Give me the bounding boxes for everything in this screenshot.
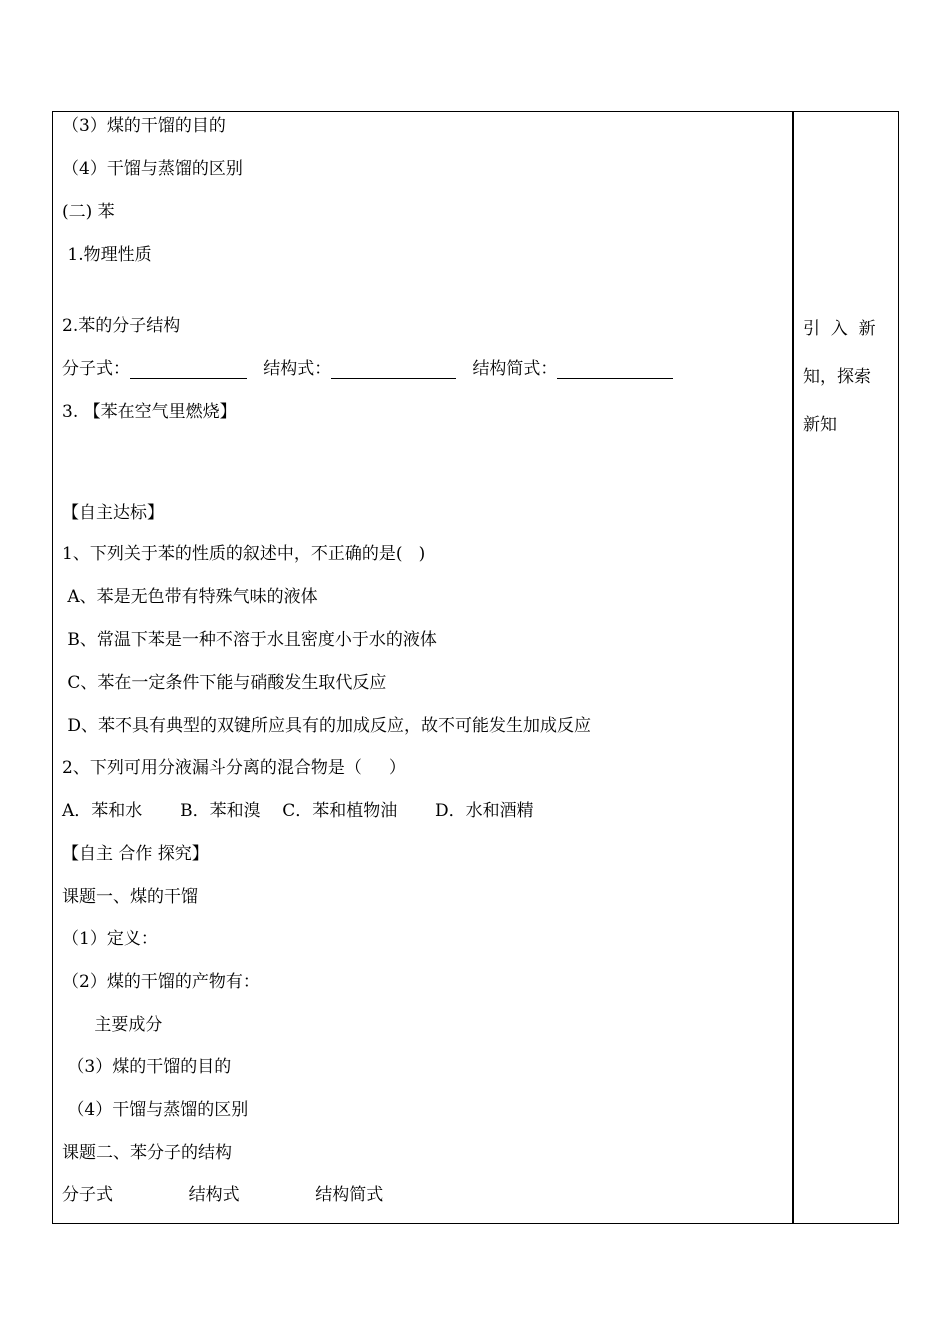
formula-label: 分子式： xyxy=(62,359,130,379)
text-line: （3）煤的干馏的目的 xyxy=(62,116,226,136)
text-line: （2）煤的干馏的产物有： xyxy=(62,972,260,992)
topic-heading: 课题二、苯分子的结构 xyxy=(62,1143,232,1163)
option: D、苯不具有典型的双键所应具有的加成反应，故不可能发生加成反应 xyxy=(62,716,592,736)
text-line: （3）煤的干馏的目的 xyxy=(62,1057,232,1077)
side-note-line: 新知 xyxy=(803,415,837,435)
side-note-line: 引 入 新 xyxy=(803,319,876,339)
question: 2、下列可用分液漏斗分离的混合物是（ ） xyxy=(62,758,406,778)
section-heading: (二) 苯 xyxy=(62,202,115,222)
structural-label: 结构式： xyxy=(263,359,332,379)
text-line: （1）定义： xyxy=(62,929,158,949)
simplified-label: 结构简式： xyxy=(472,359,558,379)
option: C、苯在一定条件下能与硝酸发生取代反应 xyxy=(62,673,387,693)
text-line: 主要成分 xyxy=(62,1015,163,1035)
formula-blank[interactable] xyxy=(130,360,247,379)
text-line: （4）干馏与蒸馏的区别 xyxy=(62,1100,249,1120)
text-line: 2.苯的分子结构 xyxy=(62,316,181,336)
options-row: A．苯和水 B．苯和溴 C．苯和植物油 D．水和酒精 xyxy=(62,801,534,821)
structure-fill-line xyxy=(62,359,673,379)
text-line: （4）干馏与蒸馏的区别 xyxy=(62,159,243,179)
simplified-blank[interactable] xyxy=(557,360,673,379)
text-line: 3. 【苯在空气里燃烧】 xyxy=(62,402,237,422)
side-note-line: 知，探索 xyxy=(803,367,871,387)
structural-blank[interactable] xyxy=(331,360,456,379)
section-heading: 【自主达标】 xyxy=(62,503,164,523)
text-line: 1.物理性质 xyxy=(62,245,152,265)
option: B、常温下苯是一种不溶于水且密度小于水的液体 xyxy=(62,630,437,650)
topic-heading: 课题一、煤的干馏 xyxy=(62,887,198,907)
column-divider xyxy=(792,112,794,1223)
text-line: 分子式 结构式 结构简式 xyxy=(62,1185,384,1205)
section-heading: 【自主 合作 探究】 xyxy=(62,844,209,864)
option: A、苯是无色带有特殊气味的液体 xyxy=(62,587,318,607)
question: 1、下列关于苯的性质的叙述中，不正确的是( ) xyxy=(62,544,426,564)
